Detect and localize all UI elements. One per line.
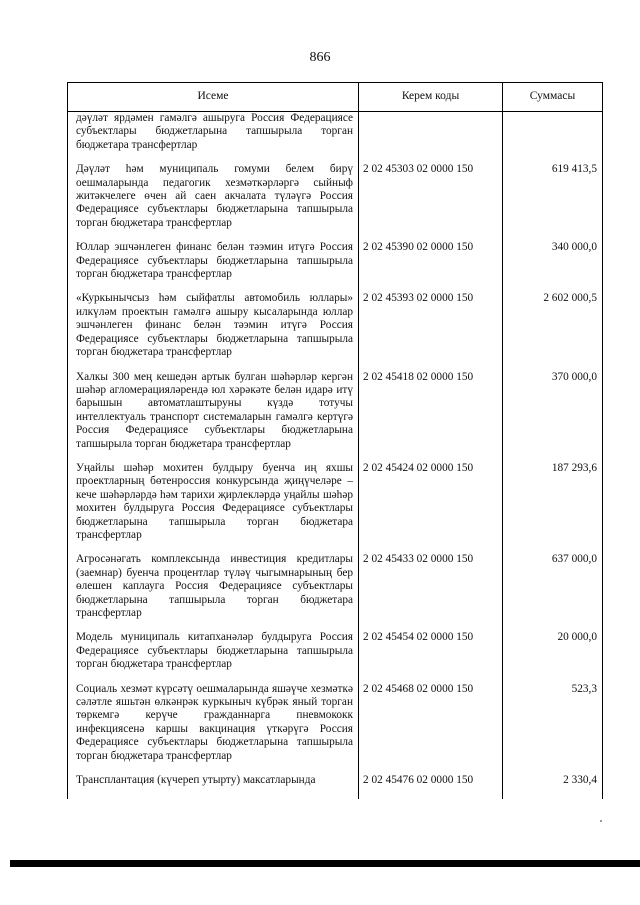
row-code: 2 02 45390 02 0000 150 xyxy=(359,230,503,281)
table-row xyxy=(68,152,603,230)
row-code: 2 02 45454 02 0000 150 xyxy=(359,620,503,671)
page-number: 866 xyxy=(309,50,331,65)
header-sum: Суммасы xyxy=(503,83,603,112)
row-name: Агросәнәгать комплексында инвестиция кредитлары (заемнар) буенча процентлар түләү чыгымнарының бер өлешен каплауга Россия Федерациясе субъектлары бюджетларына тапшырыла торган бюджетара трансфертлар xyxy=(68,542,359,620)
row-name: «Куркынычсыз һәм сыйфатлы автомобиль юллары» илкүләм проектын гамәлгә ашыру кысаларында юллар эшчәнлеген финанс белән тәэмин итүгә Россия Федерациясе субъектлары бюджетларына тапшырыла торган бюджетара трансфертлар xyxy=(68,281,359,359)
table-row xyxy=(68,360,603,451)
scan-speck xyxy=(600,820,602,822)
scan-edge-bar xyxy=(10,860,640,867)
budget-table xyxy=(67,82,603,799)
row-code xyxy=(359,112,503,153)
table-row xyxy=(68,451,603,542)
row-sum xyxy=(503,112,603,153)
row-sum: 2 330,4 xyxy=(503,763,603,799)
table-row xyxy=(68,672,603,763)
table-row xyxy=(68,763,603,799)
row-code: 2 02 45303 02 0000 150 xyxy=(359,152,503,230)
row-name: Уңайлы шәһәр мохитен булдыру буенча иң яхшы проектларның бөтенроссия конкурсында җиңүчеләре – кече шәһәрләрдә һәм тарихи җирлекләрдә уңайлы шәһәр мохитен булдыруга Россия Федерациясе субъектлары бюджетларына тапшырыла торган бюджетара трансфертлар xyxy=(68,451,359,542)
table-row xyxy=(68,542,603,620)
table-row-continuation xyxy=(68,112,603,153)
row-name: Дәүләт һәм муниципаль гомуми белем бирү оешмаларында педагогик хезмәткәрләргә сыйныф житәкчелеге өчен ай саен акчалата түләүгә Россия Федерациясе субъектлары бюджетларына тапшырыла торган бюджетара трансфертлар xyxy=(68,152,359,230)
row-name: Халкы 300 мең кешедән артык булган шәһәрләр кергән шәһәр агломерацияләрендә юл хәрәкәте белән идарә итү барышын автоматлаштыруны күздә тотучы интеллектуаль транспорт системаларын гамәлгә кертүгә Россия Федерациясе субъектлары бюджетларына тапшырыла торган бюджетара трансфертлар xyxy=(68,360,359,451)
header-name: Исеме xyxy=(68,83,359,112)
row-sum: 2 602 000,5 xyxy=(503,281,603,359)
row-name: дәүләт ярдәмен гамәлгә ашыруга Россия Федерациясе субъектлары бюджетларына тапшырыла торган бюджетара трансфертлар xyxy=(68,112,359,153)
table-row xyxy=(68,620,603,671)
row-name: Трансплантация (күчереп утырту) максатларында xyxy=(68,763,359,799)
row-sum: 187 293,6 xyxy=(503,451,603,542)
row-sum: 20 000,0 xyxy=(503,620,603,671)
row-sum: 370 000,0 xyxy=(503,360,603,451)
row-sum: 340 000,0 xyxy=(503,230,603,281)
row-name: Модель муниципаль китапханәләр булдыруга Россия Федерациясе субъектлары бюджетларына тапшырыла торган бюджетара трансфертлар xyxy=(68,620,359,671)
table-row xyxy=(68,230,603,281)
row-code: 2 02 45476 02 0000 150 xyxy=(359,763,503,799)
row-name: Юллар эшчәнлеген финанс белән тәэмин итүгә Россия Федерациясе субъектлары бюджетларына тапшырыла торган бюджетара трансфертлар xyxy=(68,230,359,281)
row-sum: 637 000,0 xyxy=(503,542,603,620)
table-header-row xyxy=(68,83,603,112)
row-code: 2 02 45393 02 0000 150 xyxy=(359,281,503,359)
row-code: 2 02 45418 02 0000 150 xyxy=(359,360,503,451)
table-row xyxy=(68,281,603,359)
row-code: 2 02 45424 02 0000 150 xyxy=(359,451,503,542)
header-code: Керем коды xyxy=(359,83,503,112)
row-name: Социаль хезмәт күрсәтү оешмаларында яшәүче хезмәткә сәләтле яшьтән өлкәнрәк куркыныч күбрәк яный торган төркемгә керүче гражданнарга пневмококк инфекциясенә каршы вакцинация үткәрүгә Россия Федерациясе субъектлары бюджетларына тапшырыла торган бюджетара трансфертлар xyxy=(68,672,359,763)
row-code: 2 02 45468 02 0000 150 xyxy=(359,672,503,763)
row-sum: 619 413,5 xyxy=(503,152,603,230)
row-code: 2 02 45433 02 0000 150 xyxy=(359,542,503,620)
row-sum: 523,3 xyxy=(503,672,603,763)
